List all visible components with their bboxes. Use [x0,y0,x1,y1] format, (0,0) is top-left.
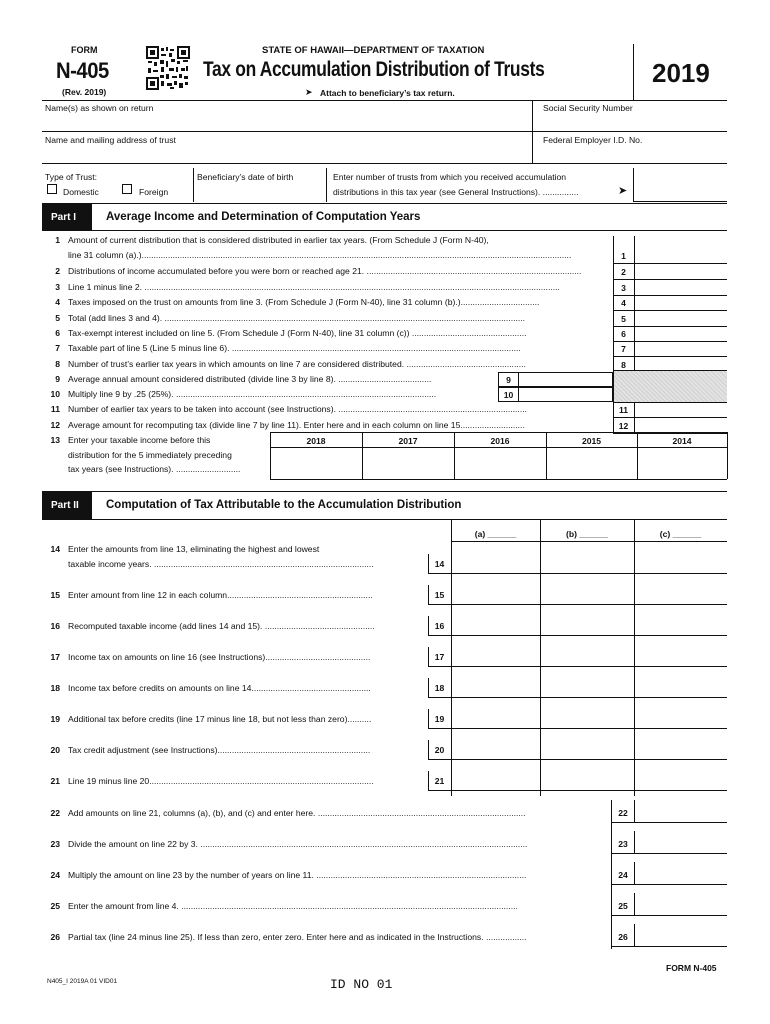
line-16-input-b[interactable] [541,617,633,634]
line-13-number: 13 [50,435,60,445]
line-12-text: Average amount for recomputing tax (divide line 7 by line 11). Enter here and in each column on line 15........................... [68,421,525,430]
form-title: Tax on Accumulation Distribution of Trusts [203,58,545,81]
line-15-underline [428,604,727,605]
qr-code-icon [146,46,190,90]
attach-instruction: Attach to beneficiary’s tax return. [320,88,455,98]
year-2015-input[interactable] [547,448,636,478]
line-16-input-c[interactable] [635,617,726,634]
year-2017-input[interactable] [363,448,453,478]
line-5-text: Total (add lines 3 and 4). ....................................................................................................................................................... [68,314,526,323]
ssn-input[interactable] [533,115,727,131]
arrow-icon: ➤ [618,185,628,197]
trust-type-label: Type of Trust: [45,172,98,182]
year-header-top [270,432,727,433]
line-4-box-label: 4 [621,298,626,308]
line-26-number: 26 [50,932,60,942]
column-header-b: (b) ______ [565,529,609,539]
line-2-box-label: 2 [621,267,626,277]
arrow-icon: ➤ [305,87,313,97]
shaded-area [614,371,727,402]
line-4-number: 4 [55,297,60,307]
trust-count-label-2: distributions in this tax year (see General Instructions). ............... [333,187,579,197]
line-16-box-label: 16 [434,621,445,631]
line-10-number: 10 [50,389,60,399]
line-15-box-label: 15 [434,590,445,600]
line-8-number: 8 [55,359,60,369]
line-5-number: 5 [55,313,60,323]
line-26-input[interactable] [635,925,727,945]
year-label-2014: 2014 [672,436,692,446]
line-10-box-label: 10 [503,390,514,400]
line-24-input[interactable] [635,863,727,883]
tax-year: 2019 [652,58,710,88]
line-2-number: 2 [55,266,60,276]
form-number: N-405 [56,58,109,83]
line-8-text: Number of trust’s earlier tax years in which amounts on line 7 are considered distributed. .................................................. [68,360,526,369]
line-17-underline [428,666,727,667]
line-1-text-2: line 31 column (a).).................................................................................................................................................................................... [68,251,572,260]
line-13-text-3: tax years (see Instructions). ........................... [68,464,241,474]
line-14-number: 14 [50,544,60,554]
line-7-text: Taxable part of line 5 (Line 5 minus line 6). ......................................................................................................................... [68,344,521,353]
line-divider [613,402,727,403]
line-21-underline [428,790,727,791]
line-9-number: 9 [55,374,60,384]
line-23-text: Divide the amount on line 22 by 3. ......................................................................................................................................... [68,840,528,849]
line-14-text-2: taxable income years. ............................................................................................ [68,560,374,569]
line-18-underline [428,697,727,698]
line-15-text: Enter amount from line 12 in each column............................................................. [68,591,373,600]
line-9-text: Average annual amount considered distributed (divide line 3 by line 8). ....................................... [68,375,432,384]
fein-input[interactable] [533,147,727,163]
line-22-input[interactable] [635,801,727,821]
line-10-box [498,387,519,402]
column-header-c: (c) ______ [659,529,702,539]
line-17-text: Income tax on amounts on line 16 (see Instructions)............................................ [68,653,371,662]
line-3-input[interactable] [635,280,727,295]
line-22-box-label: 22 [618,808,628,818]
line-19-text: Additional tax before credits (line 17 minus line 18, but not less than zero).......... [68,715,372,724]
line-16-number: 16 [50,621,60,631]
agency-name: STATE OF HAWAII—DEPARTMENT OF TAXATION [262,45,485,56]
line-16-text: Recomputed taxable income (add lines 14 and 15). .............................................. [68,622,375,631]
footer-id: ID NO 01 [330,977,393,992]
line-1-text: Amount of current distribution that is considered distributed in earlier tax years. (From Schedule J (Form N-40), [68,236,489,245]
line-19-number: 19 [50,714,60,724]
line-23-number: 23 [50,839,60,849]
line-19-underline [428,728,727,729]
form-label: FORM [71,45,98,55]
line-23-input[interactable] [635,832,727,852]
line-13-text-2: distribution for the 5 immediately preceding [68,450,232,460]
year-label-2015: 2015 [581,436,602,446]
line-24-box-label: 24 [618,870,628,880]
part-1-title: Average Income and Determination of Computation Years [106,211,421,223]
line-12-number: 12 [50,420,60,430]
column-header-a: (a) ______ [474,529,517,539]
year-label-2018: 2018 [306,436,326,446]
revision-date: (Rev. 2019) [62,87,107,97]
line-14-input-b[interactable] [541,555,633,572]
line-25-input[interactable] [635,894,727,914]
line-18-text: Income tax before credits on amounts on line 14.................................................. [68,684,371,693]
line-14-input-a[interactable] [452,555,539,572]
line-11-box-label: 11 [618,405,629,415]
line-20-input-a[interactable] [452,741,539,758]
foreign-label: Foreign [139,187,169,197]
line-18-input-a[interactable] [452,679,539,696]
line-12-box-label: 12 [618,421,629,431]
line-12-underline [613,433,727,434]
line-7-box-label: 7 [621,344,626,354]
names-input[interactable] [43,115,531,131]
line-19-input-c[interactable] [635,710,726,727]
line-6-input[interactable] [635,326,727,341]
line-25-box-label: 25 [618,901,628,911]
line-1-number: 1 [55,235,60,245]
fein-label: Federal Employer I.D. No. [543,135,643,145]
domestic-checkbox[interactable] [47,184,57,194]
line-18-box-label: 18 [434,683,445,693]
line-21-input-b[interactable] [541,772,633,789]
line-9-box-label: 9 [506,375,511,385]
line-18-number: 18 [50,683,60,693]
line-17-box-label: 17 [434,652,445,662]
line-21-box-label: 21 [434,776,445,786]
line-24-text: Multiply the amount on line 23 by the number of years on line 11. ........................................................................................ [68,871,527,880]
line-16-underline [428,635,727,636]
line-16-input-a[interactable] [452,617,539,634]
line-3-box-label: 3 [621,283,626,293]
mailing-label: Name and mailing address of trust [45,135,176,145]
line-5-box-label: 5 [621,314,626,324]
line-25-text: Enter the amount from line 4. ............................................................................................................................................. [68,902,518,911]
dob-label: Beneficiary’s date of birth [197,172,294,182]
line-24-number: 24 [50,870,60,880]
line-20-text: Tax credit adjustment (see Instructions)................................................................ [68,746,371,755]
line-20-number: 20 [50,745,60,755]
names-label: Name(s) as shown on return [45,103,154,113]
line-14-input-c[interactable] [635,555,726,572]
line-15-input-c[interactable] [635,586,726,603]
line-23-box-label: 23 [618,839,628,849]
dob-input[interactable] [195,184,325,200]
line-2-input[interactable] [635,264,727,279]
line-20-underline [428,759,727,760]
line-4-input[interactable] [635,295,727,310]
line-6-box-label: 6 [621,329,626,339]
line-6-text: Tax-exempt interest included on line 5. (From Schedule J (Form N-40), line 31 column (c)) ................................................ [68,329,527,338]
line-21-input-a[interactable] [452,772,539,789]
line-21-input-c[interactable] [635,772,726,789]
line-26-underline [611,946,727,947]
line-3-text: Line 1 minus line 2. .............................................................................................................................................................................. [68,283,560,292]
year-2018-input[interactable] [271,448,361,478]
line-14-box-label: 14 [434,559,445,569]
line-17-number: 17 [50,652,60,662]
part-2-tag: Part II [42,492,92,519]
line-2-text: Distributions of income accumulated before you were born or reached age 21. .......................................................................................... [68,267,582,276]
line-15-input-b[interactable] [541,586,633,603]
line-21-number: 21 [50,776,60,786]
ssn-label: Social Security Number [543,103,633,113]
line-19-input-b[interactable] [541,710,633,727]
line-22-text: Add amounts on line 21, columns (a), (b), and (c) and enter here. ....................................................................................... [68,809,526,818]
line-15-number: 15 [50,590,60,600]
line-19-box-label: 19 [434,714,445,724]
line-20-input-c[interactable] [635,741,726,758]
line-17-input-c[interactable] [635,648,726,665]
year-label-2017: 2017 [398,436,418,446]
line-14-text: Enter the amounts from line 13, eliminating the highest and lowest [68,545,320,554]
year-label-2016: 2016 [490,436,510,446]
line-11-text: Number of earlier tax years to be taken into account (see Instructions). ............................................................................... [68,405,527,414]
line-6-number: 6 [55,328,60,338]
footer-form: FORM N-405 [666,963,717,973]
line-20-input-b[interactable] [541,741,633,758]
line-24-underline [611,884,727,885]
line-8-box-label: 8 [621,360,626,370]
line-9-input[interactable] [519,372,613,387]
line-12-input[interactable] [635,418,727,433]
line-21-text: Line 19 minus line 20.............................................................................................. [68,777,374,786]
line-1-box-label: 1 [621,251,626,261]
line-23-underline [611,853,727,854]
line-20-box-label: 20 [434,745,445,755]
line-10-input[interactable] [519,387,613,402]
line-7-number: 7 [55,343,60,353]
line-10-text: Multiply line 9 by .25 (25%). ............................................................................................................. [68,390,437,399]
line-11-number: 11 [50,404,60,414]
line-3-number: 3 [55,282,60,292]
divider [633,44,634,100]
line-5-input[interactable] [635,311,727,326]
mailing-address-input[interactable] [43,147,531,163]
line-18-input-b[interactable] [541,679,633,696]
line-25-number: 25 [50,901,60,911]
line-22-underline [611,822,727,823]
line-26-box-label: 26 [618,932,628,942]
line-15-input-a[interactable] [452,586,539,603]
domestic-label: Domestic [63,187,99,197]
line-4-text: Taxes imposed on the trust on amounts from line 3. (From Schedule J (Form N-40), line 31 column (b).)................................. [68,298,540,307]
line-17-input-b[interactable] [541,648,633,665]
trust-count-input[interactable] [633,184,727,202]
line-18-input-c[interactable] [635,679,726,696]
part-1-tag: Part I [42,204,92,230]
year-2014-input[interactable] [638,448,726,478]
line-divider [613,370,727,371]
line-14-underline [428,573,727,574]
trust-count-label: Enter number of trusts from which you received accumulation [333,172,567,182]
line-25-underline [611,915,727,916]
foreign-checkbox[interactable] [122,184,132,194]
line-22-number: 22 [50,808,60,818]
line-1-input[interactable] [635,248,727,263]
line-26-text: Partial tax (line 24 minus line 25). If less than zero, enter zero. Enter here and as indicated in the Instructions. ................. [68,933,527,942]
footer-code: N405_I 2019A 01 VID01 [47,978,118,985]
year-column-divider [727,432,728,479]
line-9-box [498,372,519,387]
line-11-input[interactable] [635,402,727,417]
line-7-input[interactable] [635,341,727,356]
line-13-text: Enter your taxable income before this [68,435,211,445]
line-19-input-a[interactable] [452,710,539,727]
column-header-line [451,541,727,542]
line-17-input-a[interactable] [452,648,539,665]
year-2016-input[interactable] [455,448,545,478]
part-2-title: Computation of Tax Attributable to the Accumulation Distribution [106,499,462,511]
